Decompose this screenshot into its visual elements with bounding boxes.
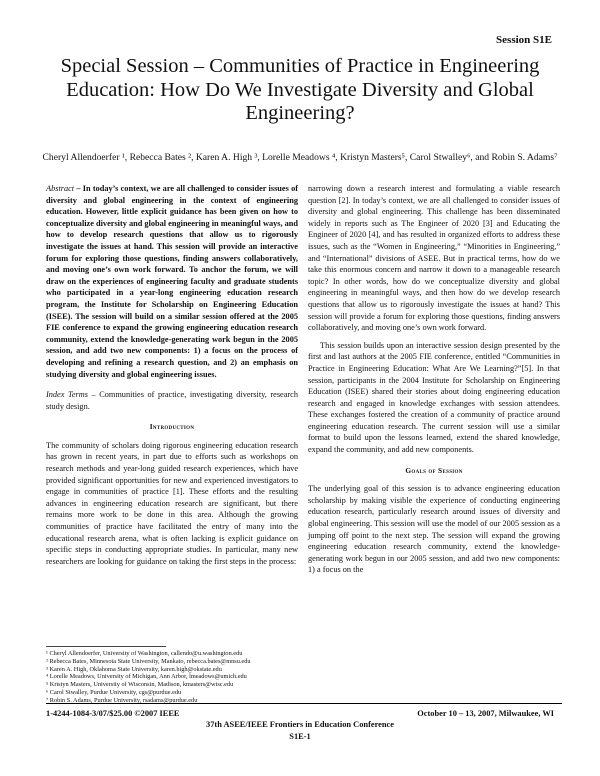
footnote: ⁶ Carol Stwalley, Purdue University, cgs@purdue.edu: [46, 688, 182, 696]
footnote: ⁷ Robin S. Adams, Purdue University, rsadams@purdue.edu: [46, 696, 198, 704]
footer-conference: 37th ASEE/IEEE Frontiers in Education Conference: [206, 720, 394, 729]
footnote: ² Rebecca Bates, Minnesota State University, Mankato, rebecca.bates@mnsu.edu: [46, 657, 251, 665]
index-terms-lead: Index Terms: [46, 390, 88, 400]
session-label: Session S1E: [496, 34, 552, 46]
footer-date: October 10 – 13, 2007, Milwaukee, WI: [417, 709, 554, 718]
index-terms: [46, 389, 298, 412]
author-list: Cheryl Allendoerfer ¹, Rebecca Bates ², Karen A. High ³, Lorelle Meadows ⁴, Kristyn Masters⁵, Carol Stwalley⁶, and Robin S. Adams⁷: [42, 152, 558, 163]
left-column: [46, 183, 298, 567]
intro-paragraph-1-continued: narrowing down a research interest and formulating a viable research question [2]. In today’s context, we are all challenged to consider issues of diversity and global engineering. This challenge has been disseminated widely in reports such as The Engineer of 2020 [3] and Educating the Engineer of 2020 [4], and has resulted in organized efforts to address these issues, such as the “Women in Engineering,” “Minorities in Engineering,” and “International” divisions of ASEE. But in practical terms, how do we take this enormous concern and narrow it down to a manageable research topic? In other words, how do we conceptualize diversity and global engineering in meaningful ways, and then how do we develop research questions that allow us to rigorously investigate the issues at hand? This session will provide a forum for exploring those questions, finding answers collaboratively, and moving one’s own work forward.: [308, 184, 560, 333]
footnotes: [46, 646, 346, 705]
footer-isbn: 1-4244-1084-3/07/$25.00 ©2007 IEEE: [46, 709, 180, 718]
footnote: ⁴ Lorelle Meadows, University of Michigan, Ann Arbor, lmeadows@umich.edu: [46, 673, 247, 681]
footnote-divider: [46, 646, 166, 647]
abstract: [46, 183, 298, 380]
abstract-lead: Abstract: [46, 184, 75, 193]
goals-paragraph-1: The underlying goal of this session is to advance engineering education scholarship by making visible the experience of conducting engineering education research, particularly research around issues of diversity and global engineering. This session will use the model of our 2005 session as a jumping off point to the next step. The session will expand the growing engineering education research community, extend the knowledge-generating work begun in our 2005 session, and add two new components: 1) a focus on the: [308, 484, 560, 575]
section-heading-goals: Goals of Session: [405, 465, 463, 475]
intro-paragraph-2: This session builds upon an interactive session design presented by the first and last authors at the 2005 FIE conference, entitled “Communities in Practice in Engineering Education: What Are We Learning?”[5]. In that session, participants in the 2004 Institute for Scholarship on Engineering Education (ISEE) shared their stories about doing engineering education research and engaged in knowledge exchanges with session attendees. These exchanges fostered the creation of a community of practice around engineering education research. The current session will use a similar format to build upon the lessons learned, extend the shared knowledge, expand the community, and add new components.: [308, 340, 560, 455]
index-terms-text: – Communities of practice, investigating diversity, research study design.: [46, 390, 299, 411]
right-column: [308, 183, 560, 576]
abstract-text: – In today’s context, we are all challenged to consider issues of diversity and global engineering in the context of engineering education. However, little explicit guidance has been given on how to conceptualize diversity and global engineering in meaningful ways, and how to develop research questions that allow us to rigorously investigate the issues at hand. This session will provide an interactive forum for exploring those questions, finding answers collaboratively, and moving one’s own work forward. To anchor the forum, we will draw on the experiences of engineering faculty and graduate students who participated in a year-long engineering education research program, the Institute for Scholarship on Engineering Education (ISEE). The session will build on a similar session offered at the 2005 FIE conference to expand the growing engineering education research community, extend the knowledge-generating work begun in the 2005 session, and add two new components: 1) a focus on the process of developing and refining a research question, and 2) an emphasis on studying diversity and global engineering issues.: [46, 184, 298, 379]
section-heading-introduction: Introduction: [149, 422, 195, 432]
footnote: ⁵ Kristyn Masters, University of Wisconsin, Madison, kmasters@wisc.edu: [46, 681, 234, 689]
footer-page-number: S1E-1: [289, 732, 311, 741]
footnote: ¹ Cheryl Allendoerfer, University of Washington, callendo@u.washington.edu: [46, 650, 243, 657]
footer-divider: [46, 703, 562, 704]
paper-title: Special Session – Communities of Practice in Engineering Education: How Do We Investigate Diversity and Global Engineering?: [60, 55, 540, 124]
footnote: ³ Karen A. High, Oklahoma State University, karen.high@okstate.edu: [46, 665, 222, 673]
intro-paragraph-1: The community of scholars doing rigorous engineering education research has grown in recent years, in part due to efforts such as workshops on research methods and year-long guided research experiences, which have provided significant opportunities for new and experienced investigators to engage in communities of practice [1]. These efforts and the resulting advances in engineering education research are significant, but there remains more work to be done in this area. Although the growing communities of practice have facilitated the entry of many into the educational research arena, what is often lacking is explicit guidance on specific steps in conducting appropriate studies. In particular, many new researchers are looking for guidance on taking the first steps in the process:: [46, 440, 298, 566]
